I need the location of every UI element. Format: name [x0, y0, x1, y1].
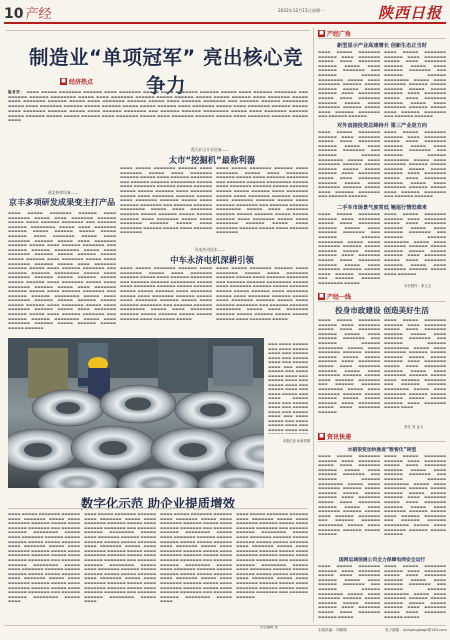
express1-body-col1: ▬▬▬▬ ▬▬▬▬▬ ▬▬▬▬▬▬▬ ▬▬▬▬▬▬ ▬▬▬▬ ▬▬▬▬▬▬▬ ▬▬▬▬▬ ▬▬▬▬ ▬▬▬▬▬▬▬ ▬▬▬▬▬▬ ▬▬▬▬▬ ▬▬▬▬ ▬▬▬▬▬▬ ▬▬▬▬▬▬▬ ▬▬▬ ▬▬▬▬▬▬ ▬▬▬▬▬▬ ▬▬▬▬▬▬▬▬ ▬▬▬▬▬ ▬▬▬▬ ▬▬▬▬▬▬▬ ▬▬▬▬▬▬ ▬▬▬▬▬ ▬▬▬▬▬▬ ▬▬▬▬▬ ▬▬▬▬▬ ▬▬▬▬▬▬ ▬▬▬▬ ▬▬▬▬▬▬▬ ▬▬▬▬▬ ▬▬▬▬ ▬▬▬▬▬▬▬ ▬▬▬▬▬▬ ▬▬▬▬▬ ▬▬▬▬ ▬▬▬▬▬▬▬ ▬▬▬▬▬▬ ▬▬▬▬▬ ▬▬▬▬ ▬▬▬▬▬▬ ▬▬▬▬▬▬▬ ▬▬▬ ▬▬▬▬▬▬ ▬▬▬▬▬▬ ▬▬▬▬▬▬▬▬ ▬▬▬▬▬ ▬▬▬▬ ▬▬▬▬▬▬▬ ▬▬▬▬▬▬ ▬▬▬▬▬ ▬▬▬▬▬▬ — [318, 454, 380, 537]
page-number: 10 产经 — [4, 6, 52, 22]
bottom-rule — [8, 508, 308, 509]
bottom-body-col3: ▬▬▬▬ ▬▬▬▬▬ ▬▬▬▬▬▬▬ ▬▬▬▬▬▬ ▬▬▬▬ ▬▬▬▬▬▬▬ ▬▬▬▬▬ ▬▬▬▬ ▬▬▬▬▬▬▬ ▬▬▬▬▬▬ ▬▬▬▬▬ ▬▬▬▬ ▬▬▬▬▬▬ ▬▬▬▬▬▬▬ ▬▬▬ ▬▬▬▬▬▬ ▬▬▬▬▬▬ ▬▬▬▬▬▬▬▬ ▬▬▬▬▬ ▬▬▬▬ ▬▬▬▬▬▬▬ ▬▬▬▬▬▬ ▬▬▬▬▬ ▬▬▬▬▬▬ ▬▬▬▬▬ ▬▬▬▬▬ ▬▬▬▬▬▬ ▬▬▬▬ ▬▬▬▬▬▬▬ ▬▬▬▬▬ ▬▬▬▬ ▬▬▬▬▬▬▬ ▬▬▬▬▬▬ ▬▬▬▬▬ ▬▬▬▬ ▬▬▬▬▬▬▬ ▬▬▬▬▬▬ ▬▬▬▬▬ ▬▬▬▬ ▬▬▬▬▬▬ ▬▬▬▬▬▬▬ ▬▬▬ ▬▬▬▬▬▬ ▬▬▬▬▬▬ ▬▬▬▬▬▬▬▬ ▬▬▬▬▬ ▬▬▬▬ ▬▬▬▬▬▬▬ ▬▬▬▬▬▬ ▬▬▬▬▬ ▬▬▬▬▬▬ ▬▬▬▬▬ ▬▬▬▬▬ ▬▬▬▬▬▬ ▬▬▬▬ ▬▬▬▬▬▬▬ ▬▬▬▬▬ ▬▬▬▬ ▬▬▬▬▬▬▬ ▬▬▬▬▬▬ ▬▬▬▬▬ ▬▬▬▬ ▬▬▬▬▬▬▬ ▬▬▬▬▬▬ ▬▬▬▬▬ ▬▬▬▬ ▬▬▬▬▬▬ ▬▬▬▬▬▬▬ ▬▬▬ ▬▬▬▬▬▬ ▬▬▬▬▬▬ ▬▬▬▬▬▬▬▬ ▬▬▬▬▬ ▬▬▬▬ — [160, 512, 232, 604]
news3-title: 二手车市场景气度常低 翘尾行情恐难来 — [337, 205, 427, 211]
section1-editor: 本栏制作：张文玉 — [404, 284, 432, 288]
intro-text: 编者按： ▬▬▬▬ ▬▬▬▬▬ ▬▬▬▬▬▬▬ ▬▬▬▬▬▬ ▬▬▬▬ ▬▬▬▬▬▬▬ ▬▬▬▬▬ ▬▬▬▬ ▬▬▬▬▬▬▬ ▬▬▬▬▬▬ ▬▬▬▬▬ ▬▬▬▬ ▬▬▬▬▬▬ ▬▬▬▬▬▬▬ ▬▬▬ ▬▬▬▬▬▬ ▬▬▬▬▬▬ ▬▬▬▬▬▬▬▬ ▬▬▬▬▬ ▬▬▬▬ ▬▬▬▬▬▬▬ ▬▬▬▬▬▬ ▬▬▬▬▬ ▬▬▬▬▬▬ ▬▬▬▬▬ ▬▬▬▬▬ ▬▬▬▬▬▬ ▬▬▬▬ ▬▬▬▬▬▬▬ ▬▬▬▬▬ ▬▬▬▬ ▬▬▬▬▬▬▬ ▬▬▬▬▬▬ ▬▬▬▬▬ ▬▬▬▬ ▬▬▬▬▬▬▬ ▬▬▬▬▬▬ ▬▬▬▬▬ ▬▬▬▬ ▬▬▬▬▬▬ ▬▬▬▬▬▬▬ ▬▬▬ ▬▬▬▬▬▬ ▬▬▬▬▬▬ ▬▬▬▬▬▬▬▬ ▬▬▬▬▬ ▬▬▬▬ ▬▬▬▬▬▬▬ ▬▬▬▬▬▬ ▬▬▬▬▬ ▬▬▬▬▬▬ ▬▬▬▬▬ ▬▬▬▬▬ ▬▬▬▬▬▬ ▬▬▬▬ ▬▬▬▬▬▬▬ ▬▬▬▬▬ ▬▬▬▬ ▬▬▬▬▬▬▬ ▬▬▬▬▬▬ ▬▬▬▬▬ ▬▬▬▬ ▬▬▬▬▬▬▬ ▬▬▬▬▬▬ ▬▬▬▬▬ ▬▬▬▬ ▬▬▬▬▬▬ ▬▬▬▬▬▬▬ ▬▬▬ ▬▬▬▬▬▬ ▬▬▬▬▬▬ ▬▬▬▬▬▬▬▬ ▬▬▬▬▬ ▬▬▬▬ ▬▬▬▬▬▬▬ ▬▬▬▬▬▬ ▬▬▬▬▬ ▬▬▬▬▬▬ ▬▬▬▬▬ ▬▬▬▬▬ ▬▬▬▬▬▬ ▬▬▬▬ ▬▬▬▬▬▬▬ ▬▬▬▬▬ ▬▬▬▬ ▬▬▬▬▬▬▬ ▬▬▬▬▬▬ ▬▬▬▬▬ ▬▬▬▬ ▬▬▬▬▬▬▬ ▬▬▬▬▬▬ ▬▬▬▬▬ ▬▬▬▬ — [8, 90, 308, 123]
bottom-editor: 责任编辑 张 — [260, 625, 279, 629]
article2-headline: 太市“挖掘机”最称利器 — [168, 155, 256, 165]
article1-subhead: 道北转徐设备—— — [47, 190, 79, 195]
tag-news-express: ■ 资讯快递 — [319, 433, 352, 441]
section3-rule — [318, 441, 446, 442]
news3-body-col2: ▬▬▬▬ ▬▬▬▬▬ ▬▬▬▬▬▬▬ ▬▬▬▬▬▬ ▬▬▬▬ ▬▬▬▬▬▬▬ ▬▬▬▬▬ ▬▬▬▬ ▬▬▬▬▬▬▬ ▬▬▬▬▬▬ ▬▬▬▬▬ ▬▬▬▬ ▬▬▬▬▬▬ ▬▬▬▬▬▬▬ ▬▬▬ ▬▬▬▬▬▬ ▬▬▬▬▬▬ ▬▬▬▬▬▬▬▬ ▬▬▬▬▬ ▬▬▬▬ ▬▬▬▬▬▬▬ ▬▬▬▬▬▬ ▬▬▬▬▬ ▬▬▬▬▬▬ ▬▬▬▬▬ ▬▬▬▬▬ ▬▬▬▬▬▬ ▬▬▬▬ ▬▬▬▬▬▬▬ ▬▬▬▬▬ ▬▬▬▬ ▬▬▬▬▬▬▬ ▬▬▬▬▬▬ ▬▬▬▬▬ ▬▬▬▬ ▬▬▬▬▬▬▬ ▬▬▬▬▬▬ ▬▬▬▬▬ ▬▬▬▬ ▬▬▬▬▬▬ — [384, 212, 446, 276]
wheel-production-image — [8, 338, 264, 488]
header-rule — [4, 22, 446, 24]
bottom-body-col4: ▬▬▬▬ ▬▬▬▬▬ ▬▬▬▬▬▬▬ ▬▬▬▬▬▬ ▬▬▬▬ ▬▬▬▬▬▬▬ ▬▬▬▬▬ ▬▬▬▬ ▬▬▬▬▬▬▬ ▬▬▬▬▬▬ ▬▬▬▬▬ ▬▬▬▬ ▬▬▬▬▬▬ ▬▬▬▬▬▬▬ ▬▬▬ ▬▬▬▬▬▬ ▬▬▬▬▬▬ ▬▬▬▬▬▬▬▬ ▬▬▬▬▬ ▬▬▬▬ ▬▬▬▬▬▬▬ ▬▬▬▬▬▬ ▬▬▬▬▬ ▬▬▬▬▬▬ ▬▬▬▬▬ ▬▬▬▬▬ ▬▬▬▬▬▬ ▬▬▬▬ ▬▬▬▬▬▬▬ ▬▬▬▬▬ ▬▬▬▬ ▬▬▬▬▬▬▬ ▬▬▬▬▬▬ ▬▬▬▬▬ ▬▬▬▬ ▬▬▬▬▬▬▬ ▬▬▬▬▬▬ ▬▬▬▬▬ ▬▬▬▬ ▬▬▬▬▬▬ ▬▬▬▬▬▬▬ ▬▬▬ ▬▬▬▬▬▬ ▬▬▬▬▬▬ ▬▬▬▬▬▬▬▬ ▬▬▬▬▬ ▬▬▬▬ ▬▬▬▬▬▬▬ ▬▬▬▬▬▬ ▬▬▬▬▬ ▬▬▬▬▬▬ ▬▬▬▬▬ ▬▬▬▬▬ ▬▬▬▬▬▬ ▬▬▬▬ ▬▬▬▬▬▬▬ ▬▬▬▬▬ ▬▬▬▬ ▬▬▬▬▬▬▬ ▬▬▬▬▬▬ ▬▬▬▬▬ ▬▬▬▬ ▬▬▬▬▬▬▬ ▬▬▬▬▬▬ ▬▬▬▬▬ ▬▬▬▬ ▬▬▬▬▬▬ ▬▬▬▬▬▬▬ ▬▬▬ ▬▬▬▬▬▬ ▬▬▬▬▬▬ — [236, 512, 308, 599]
express1-body-col2: ▬▬▬▬ ▬▬▬▬▬ ▬▬▬▬▬▬▬ ▬▬▬▬▬▬ ▬▬▬▬ ▬▬▬▬▬▬▬ ▬▬▬▬▬ ▬▬▬▬ ▬▬▬▬▬▬▬ ▬▬▬▬▬▬ ▬▬▬▬▬ ▬▬▬▬ ▬▬▬▬▬▬ ▬▬▬▬▬▬▬ ▬▬▬ ▬▬▬▬▬▬ ▬▬▬▬▬▬ ▬▬▬▬▬▬▬▬ ▬▬▬▬▬ ▬▬▬▬ ▬▬▬▬▬▬▬ ▬▬▬▬▬▬ ▬▬▬▬▬ ▬▬▬▬▬▬ ▬▬▬▬▬ ▬▬▬▬▬ ▬▬▬▬▬▬ ▬▬▬▬ ▬▬▬▬▬▬▬ ▬▬▬▬▬ ▬▬▬▬ ▬▬▬▬▬▬▬ ▬▬▬▬▬▬ ▬▬▬▬▬ ▬▬▬▬ ▬▬▬▬▬▬▬ ▬▬▬▬▬▬ ▬▬▬▬▬ ▬▬▬▬ ▬▬▬▬▬▬ ▬▬▬▬▬▬▬ ▬▬▬ ▬▬▬▬▬▬ ▬▬▬▬▬▬ ▬▬▬▬▬▬▬▬ ▬▬▬▬▬ ▬▬▬▬ ▬▬▬▬▬▬▬ ▬▬▬▬▬▬ ▬▬▬▬▬ ▬▬▬▬▬▬ — [384, 454, 446, 537]
tag-icon: ■ — [319, 433, 324, 439]
article1-headline: 京丰多项研发成果变主打产品 — [8, 197, 116, 207]
news2-title: 对外直接投资总降持升 第三产业是方向 — [337, 123, 427, 129]
article3-headline: 中车永济电机深耕引领 — [170, 255, 254, 265]
section2-headline: 投身市政建设 创造美好生活 — [335, 306, 429, 315]
section2-body-col1: ▬▬▬▬ ▬▬▬▬▬ ▬▬▬▬▬▬▬ ▬▬▬▬▬▬ ▬▬▬▬ ▬▬▬▬▬▬▬ ▬▬▬▬▬ ▬▬▬▬ ▬▬▬▬▬▬▬ ▬▬▬▬▬▬ ▬▬▬▬▬ ▬▬▬▬ ▬▬▬▬▬▬ ▬▬▬▬▬▬▬ ▬▬▬ ▬▬▬▬▬▬ ▬▬▬▬▬▬ ▬▬▬▬▬▬▬▬ ▬▬▬▬▬ ▬▬▬▬ ▬▬▬▬▬▬▬ ▬▬▬▬▬▬ ▬▬▬▬▬ ▬▬▬▬▬▬ ▬▬▬▬▬ ▬▬▬▬▬ ▬▬▬▬▬▬ ▬▬▬▬ ▬▬▬▬▬▬▬ ▬▬▬▬▬ ▬▬▬▬ ▬▬▬▬▬▬▬ ▬▬▬▬▬▬ ▬▬▬▬▬ ▬▬▬▬ ▬▬▬▬▬▬▬ ▬▬▬▬▬▬ ▬▬▬▬▬ ▬▬▬▬ ▬▬▬▬▬▬ ▬▬▬▬▬▬▬ ▬▬▬ ▬▬▬▬▬▬ ▬▬▬▬▬▬ ▬▬▬▬▬▬▬▬ ▬▬▬▬▬ ▬▬▬▬ ▬▬▬▬▬▬▬ ▬▬▬▬▬▬ ▬▬▬▬▬ ▬▬▬▬▬▬ ▬▬▬▬▬ ▬▬▬▬▬ ▬▬▬▬▬▬ ▬▬▬▬ ▬▬▬▬▬▬▬ ▬▬▬▬▬ ▬▬▬▬ ▬▬▬▬▬▬▬ ▬▬▬▬▬▬ — [318, 318, 380, 414]
express2-body-col1: ▬▬▬▬ ▬▬▬▬▬ ▬▬▬▬▬▬▬ ▬▬▬▬▬▬ ▬▬▬▬ ▬▬▬▬▬▬▬ ▬▬▬▬▬ ▬▬▬▬ ▬▬▬▬▬▬▬ ▬▬▬▬▬▬ ▬▬▬▬▬ ▬▬▬▬ ▬▬▬▬▬▬ ▬▬▬▬▬▬▬ ▬▬▬ ▬▬▬▬▬▬ ▬▬▬▬▬▬ ▬▬▬▬▬▬▬▬ ▬▬▬▬▬ ▬▬▬▬ ▬▬▬▬▬▬▬ ▬▬▬▬▬▬ ▬▬▬▬▬ ▬▬▬▬▬▬ ▬▬▬▬▬ ▬▬▬▬▬ ▬▬▬▬▬▬ ▬▬▬▬ ▬▬▬▬▬▬▬ ▬▬▬▬▬ ▬▬▬▬ ▬▬▬▬▬▬▬ ▬▬▬▬▬▬ ▬▬▬▬▬ — [318, 564, 380, 619]
news2-body-col1: ▬▬▬▬ ▬▬▬▬▬ ▬▬▬▬▬▬▬ ▬▬▬▬▬▬ ▬▬▬▬ ▬▬▬▬▬▬▬ ▬▬▬▬▬ ▬▬▬▬ ▬▬▬▬▬▬▬ ▬▬▬▬▬▬ ▬▬▬▬▬ ▬▬▬▬ ▬▬▬▬▬▬ ▬▬▬▬▬▬▬ ▬▬▬ ▬▬▬▬▬▬ ▬▬▬▬▬▬ ▬▬▬▬▬▬▬▬ ▬▬▬▬▬ ▬▬▬▬ ▬▬▬▬▬▬▬ ▬▬▬▬▬▬ ▬▬▬▬▬ ▬▬▬▬▬▬ ▬▬▬▬▬ ▬▬▬▬▬ ▬▬▬▬▬▬ ▬▬▬▬ ▬▬▬▬▬▬▬ ▬▬▬▬▬ ▬▬▬▬ ▬▬▬▬▬▬▬ ▬▬▬▬▬▬ ▬▬▬▬▬ ▬▬▬▬ ▬▬▬▬▬▬▬ ▬▬▬▬▬▬ ▬▬▬▬▬ ▬▬▬▬ ▬▬▬▬▬▬ ▬▬▬▬▬▬▬ ▬▬▬ ▬▬▬▬▬▬ ▬▬▬▬▬▬ — [318, 130, 380, 199]
section2-body-col2: ▬▬▬▬ ▬▬▬▬▬ ▬▬▬▬▬▬▬ ▬▬▬▬▬▬ ▬▬▬▬ ▬▬▬▬▬▬▬ ▬▬▬▬▬ ▬▬▬▬ ▬▬▬▬▬▬▬ ▬▬▬▬▬▬ ▬▬▬▬▬ ▬▬▬▬ ▬▬▬▬▬▬ ▬▬▬▬▬▬▬ ▬▬▬ ▬▬▬▬▬▬ ▬▬▬▬▬▬ ▬▬▬▬▬▬▬▬ ▬▬▬▬▬ ▬▬▬▬ ▬▬▬▬▬▬▬ ▬▬▬▬▬▬ ▬▬▬▬▬ ▬▬▬▬▬▬ ▬▬▬▬▬ ▬▬▬▬▬ ▬▬▬▬▬▬ ▬▬▬▬ ▬▬▬▬▬▬▬ ▬▬▬▬▬ ▬▬▬▬ ▬▬▬▬▬▬▬ ▬▬▬▬▬▬ ▬▬▬▬▬ ▬▬▬▬ ▬▬▬▬▬▬▬ ▬▬▬▬▬▬ ▬▬▬▬▬ ▬▬▬▬ ▬▬▬▬▬▬ ▬▬▬▬▬▬▬ ▬▬▬ ▬▬▬▬▬▬ ▬▬▬▬▬▬ ▬▬▬▬▬▬▬▬ ▬▬▬▬▬ ▬▬▬▬ ▬▬▬▬▬▬▬ ▬▬▬▬▬▬ ▬▬▬▬▬ ▬▬▬▬▬▬ ▬▬▬▬▬ ▬▬▬▬▬ ▬▬▬▬▬▬ ▬▬▬▬ ▬▬▬▬▬▬▬ ▬▬▬▬▬ ▬▬▬▬ — [384, 318, 446, 410]
article2-subhead: 霞天矿山开采设备—— — [191, 147, 229, 152]
express2-body-col2: ▬▬▬▬ ▬▬▬▬▬ ▬▬▬▬▬▬▬ ▬▬▬▬▬▬ ▬▬▬▬ ▬▬▬▬▬▬▬ ▬▬▬▬▬ ▬▬▬▬ ▬▬▬▬▬▬▬ ▬▬▬▬▬▬ ▬▬▬▬▬ ▬▬▬▬ ▬▬▬▬▬▬ ▬▬▬▬▬▬▬ ▬▬▬ ▬▬▬▬▬▬ ▬▬▬▬▬▬ ▬▬▬▬▬▬▬▬ ▬▬▬▬▬ ▬▬▬▬ ▬▬▬▬▬▬▬ ▬▬▬▬▬▬ ▬▬▬▬▬ ▬▬▬▬▬▬ ▬▬▬▬▬ ▬▬▬▬▬ ▬▬▬▬▬▬ ▬▬▬▬ ▬▬▬▬▬▬▬ ▬▬▬▬▬ ▬▬▬▬ ▬▬▬▬▬▬▬ ▬▬▬▬▬▬ ▬▬▬▬▬ — [384, 564, 446, 619]
article2-body-col2: ▬▬▬▬ ▬▬▬▬▬ ▬▬▬▬▬▬▬ ▬▬▬▬▬▬ ▬▬▬▬ ▬▬▬▬▬▬▬ ▬▬▬▬▬ ▬▬▬▬ ▬▬▬▬▬▬▬ ▬▬▬▬▬▬ ▬▬▬▬▬ ▬▬▬▬ ▬▬▬▬▬▬ ▬▬▬▬▬▬▬ ▬▬▬ ▬▬▬▬▬▬ ▬▬▬▬▬▬ ▬▬▬▬▬▬▬▬ ▬▬▬▬▬ ▬▬▬▬ ▬▬▬▬▬▬▬ ▬▬▬▬▬▬ ▬▬▬▬▬ ▬▬▬▬▬▬ ▬▬▬▬▬ ▬▬▬▬▬ ▬▬▬▬▬▬ ▬▬▬▬ ▬▬▬▬▬▬▬ ▬▬▬▬▬ ▬▬▬▬ ▬▬▬▬▬▬▬ ▬▬▬▬▬▬ ▬▬▬▬▬ ▬▬▬▬ ▬▬▬▬▬▬▬ ▬▬▬▬▬▬ ▬▬▬▬▬ ▬▬▬▬ ▬▬▬▬▬▬ ▬▬▬▬▬▬▬ ▬▬▬ ▬▬▬▬▬▬ ▬▬▬▬▬▬ ▬▬▬▬▬▬▬▬ ▬▬▬▬▬ ▬▬▬▬ ▬▬▬▬▬▬▬ ▬▬▬▬▬▬ ▬▬▬▬▬ ▬▬▬▬▬▬ ▬▬▬▬▬ ▬▬▬▬▬ ▬▬▬▬▬▬ ▬▬▬▬ ▬▬▬▬▬▬▬ ▬▬▬▬▬ ▬▬▬▬ ▬▬▬▬▬▬▬ ▬▬▬▬▬▬ ▬▬▬▬▬ ▬▬▬▬ ▬▬▬▬▬▬▬ ▬▬▬▬▬▬ ▬▬▬▬▬ ▬▬▬▬ ▬▬▬▬▬▬ ▬▬▬▬▬▬▬ — [216, 166, 308, 235]
tag-icon: ■ — [61, 78, 66, 84]
tag-icon: ■ — [319, 30, 324, 36]
news1-body-col1: ▬▬▬▬ ▬▬▬▬▬ ▬▬▬▬▬▬▬ ▬▬▬▬▬▬ ▬▬▬▬ ▬▬▬▬▬▬▬ ▬▬▬▬▬ ▬▬▬▬ ▬▬▬▬▬▬▬ ▬▬▬▬▬▬ ▬▬▬▬▬ ▬▬▬▬ ▬▬▬▬▬▬ ▬▬▬▬▬▬▬ ▬▬▬ ▬▬▬▬▬▬ ▬▬▬▬▬▬ ▬▬▬▬▬▬▬▬ ▬▬▬▬▬ ▬▬▬▬ ▬▬▬▬▬▬▬ ▬▬▬▬▬▬ ▬▬▬▬▬ ▬▬▬▬▬▬ ▬▬▬▬▬ ▬▬▬▬▬ ▬▬▬▬▬▬ ▬▬▬▬ ▬▬▬▬▬▬▬ ▬▬▬▬▬ ▬▬▬▬ ▬▬▬▬▬▬▬ ▬▬▬▬▬▬ ▬▬▬▬▬ ▬▬▬▬ ▬▬▬▬▬▬▬ ▬▬▬▬▬▬ ▬▬▬▬▬ ▬▬▬▬ ▬▬▬▬▬▬ ▬▬▬▬▬▬▬ ▬▬▬ ▬▬▬▬▬▬ ▬▬▬▬▬▬ — [318, 50, 380, 118]
tag-icon: ■ — [319, 293, 324, 299]
express2-title: 国网运城信通公司全力保障电网安全运行 — [338, 558, 426, 563]
section2-editor: 责任 刘 金飞 — [404, 425, 424, 429]
tag-industry-frontline: ■ 产经一线 — [319, 293, 352, 301]
photo-byline: 本报记者 孙新刘摄 — [282, 439, 310, 443]
article3-subhead: 风电传动技术—— — [194, 247, 226, 252]
article3-body-col1: ▬▬▬▬ ▬▬▬▬▬ ▬▬▬▬▬▬▬ ▬▬▬▬▬▬ ▬▬▬▬ ▬▬▬▬▬▬▬ ▬▬▬▬▬ ▬▬▬▬ ▬▬▬▬▬▬▬ ▬▬▬▬▬▬ ▬▬▬▬▬ ▬▬▬▬ ▬▬▬▬▬▬ ▬▬▬▬▬▬▬ ▬▬▬ ▬▬▬▬▬▬ ▬▬▬▬▬▬ ▬▬▬▬▬▬▬▬ ▬▬▬▬▬ ▬▬▬▬ ▬▬▬▬▬▬▬ ▬▬▬▬▬▬ ▬▬▬▬▬ ▬▬▬▬▬▬ ▬▬▬▬▬ ▬▬▬▬▬ ▬▬▬▬▬▬ ▬▬▬▬ ▬▬▬▬▬▬▬ ▬▬▬▬▬ ▬▬▬▬ ▬▬▬▬▬▬▬ ▬▬▬▬▬▬ ▬▬▬▬▬ ▬▬▬▬ ▬▬▬▬▬▬▬ ▬▬▬▬▬▬ ▬▬▬▬▬ ▬▬▬▬ ▬▬▬▬▬▬ ▬▬▬▬▬▬▬ ▬▬▬ ▬▬▬▬▬▬ ▬▬▬▬▬▬ ▬▬▬▬▬▬▬▬ ▬▬▬▬▬ ▬▬▬▬ ▬▬▬▬▬▬▬ ▬▬▬▬▬▬ ▬▬▬▬▬ ▬▬▬▬▬▬ ▬▬▬▬▬ ▬▬▬▬▬ ▬▬▬▬▬▬ ▬▬▬▬ ▬▬▬▬▬▬▬ ▬▬▬▬▬ — [120, 266, 212, 321]
bottom-headline: 数字化示范 助企业提质增效 — [80, 496, 236, 511]
news3-body-col1: ▬▬▬▬ ▬▬▬▬▬ ▬▬▬▬▬▬▬ ▬▬▬▬▬▬ ▬▬▬▬ ▬▬▬▬▬▬▬ ▬▬▬▬▬ ▬▬▬▬ ▬▬▬▬▬▬▬ ▬▬▬▬▬▬ ▬▬▬▬▬ ▬▬▬▬ ▬▬▬▬▬▬ ▬▬▬▬▬▬▬ ▬▬▬ ▬▬▬▬▬▬ ▬▬▬▬▬▬ ▬▬▬▬▬▬▬▬ ▬▬▬▬▬ ▬▬▬▬ ▬▬▬▬▬▬▬ ▬▬▬▬▬▬ ▬▬▬▬▬ ▬▬▬▬▬▬ ▬▬▬▬▬ ▬▬▬▬▬ ▬▬▬▬▬▬ ▬▬▬▬ ▬▬▬▬▬▬▬ ▬▬▬▬▬ ▬▬▬▬ ▬▬▬▬▬▬▬ ▬▬▬▬▬▬ ▬▬▬▬▬ ▬▬▬▬ ▬▬▬▬▬▬▬ ▬▬▬▬▬▬ ▬▬▬▬▬ ▬▬▬▬ ▬▬▬▬▬▬ ▬▬▬▬▬▬▬ ▬▬▬ ▬▬▬▬▬▬ ▬▬▬▬▬▬ ▬▬▬▬▬▬▬▬ ▬▬▬▬▬ — [318, 212, 380, 285]
section-name: 产经 — [25, 7, 52, 22]
article1-body: ▬▬▬▬ ▬▬▬▬▬ ▬▬▬▬▬▬▬ ▬▬▬▬▬▬ ▬▬▬▬ ▬▬▬▬▬▬▬ ▬▬▬▬▬ ▬▬▬▬ ▬▬▬▬▬▬▬ ▬▬▬▬▬▬ ▬▬▬▬▬ ▬▬▬▬ ▬▬▬▬▬▬ ▬▬▬▬▬▬▬ ▬▬▬ ▬▬▬▬▬▬ ▬▬▬▬▬▬ ▬▬▬▬▬▬▬▬ ▬▬▬▬▬ ▬▬▬▬ ▬▬▬▬▬▬▬ ▬▬▬▬▬▬ ▬▬▬▬▬ ▬▬▬▬▬▬ ▬▬▬▬▬ ▬▬▬▬▬ ▬▬▬▬▬▬ ▬▬▬▬ ▬▬▬▬▬▬▬ ▬▬▬▬▬ ▬▬▬▬ ▬▬▬▬▬▬▬ ▬▬▬▬▬▬ ▬▬▬▬▬ ▬▬▬▬ ▬▬▬▬▬▬▬ ▬▬▬▬▬▬ ▬▬▬▬▬ ▬▬▬▬ ▬▬▬▬▬▬ ▬▬▬▬▬▬▬ ▬▬▬ ▬▬▬▬▬▬ ▬▬▬▬▬▬ ▬▬▬▬▬▬▬▬ ▬▬▬▬▬ ▬▬▬▬ ▬▬▬▬▬▬▬ ▬▬▬▬▬▬ ▬▬▬▬▬ ▬▬▬▬▬▬ ▬▬▬▬▬ ▬▬▬▬▬ ▬▬▬▬▬▬ ▬▬▬▬ ▬▬▬▬▬▬▬ ▬▬▬▬▬ ▬▬▬▬ ▬▬▬▬▬▬▬ ▬▬▬▬▬▬ ▬▬▬▬▬ ▬▬▬▬ ▬▬▬▬▬▬▬ ▬▬▬▬▬▬ ▬▬▬▬▬ ▬▬▬▬ ▬▬▬▬▬▬ ▬▬▬▬▬▬▬ ▬▬▬ ▬▬▬▬▬▬ ▬▬▬▬▬▬ ▬▬▬▬▬▬▬▬ ▬▬▬▬▬ ▬▬▬▬ ▬▬▬▬▬▬▬ ▬▬▬▬▬▬ ▬▬▬▬▬ ▬▬▬▬▬▬ ▬▬▬▬▬ ▬▬▬▬▬ ▬▬▬▬▬▬ ▬▬▬▬ ▬▬▬▬▬▬▬ ▬▬▬▬▬ ▬▬▬▬ ▬▬▬▬▬▬▬ ▬▬▬▬▬▬ ▬▬▬▬▬ ▬▬▬▬ ▬▬▬▬▬▬▬ ▬▬▬▬▬▬ ▬▬▬▬▬ ▬▬▬▬ ▬▬▬▬▬▬ ▬▬▬▬▬▬▬ ▬▬▬ ▬▬▬▬▬▬ ▬▬▬▬▬▬ ▬▬▬▬▬▬▬▬ ▬▬▬▬▬ ▬▬▬▬ ▬▬▬▬▬▬▬ ▬▬▬▬▬▬ ▬▬▬▬▬ ▬▬▬▬▬▬ ▬▬▬▬▬ ▬▬▬▬▬ ▬▬▬▬▬▬ ▬▬▬▬ ▬▬▬▬▬▬▬ ▬▬▬▬▬ ▬▬▬▬ ▬▬▬▬▬▬▬ ▬▬▬▬▬▬ ▬▬▬▬▬ ▬▬▬▬ ▬▬▬▬▬▬▬ ▬▬▬▬▬▬ ▬▬▬▬▬ ▬▬▬▬ ▬▬▬▬▬▬ ▬▬▬▬▬▬▬ ▬▬▬ ▬▬▬▬▬▬ ▬▬▬▬▬▬ ▬▬▬▬▬▬▬▬ ▬▬▬▬▬ ▬▬▬▬ ▬▬▬▬▬▬▬ ▬▬▬▬▬▬ ▬▬▬▬▬ ▬▬▬▬▬▬ ▬▬▬▬▬ ▬▬▬▬▬ ▬▬▬▬▬▬ — [8, 211, 116, 330]
bottom-body-col1: ▬▬▬▬ ▬▬▬▬▬ ▬▬▬▬▬▬▬ ▬▬▬▬▬▬ ▬▬▬▬ ▬▬▬▬▬▬▬ ▬▬▬▬▬ ▬▬▬▬ ▬▬▬▬▬▬▬ ▬▬▬▬▬▬ ▬▬▬▬▬ ▬▬▬▬ ▬▬▬▬▬▬ ▬▬▬▬▬▬▬ ▬▬▬ ▬▬▬▬▬▬ ▬▬▬▬▬▬ ▬▬▬▬▬▬▬▬ ▬▬▬▬▬ ▬▬▬▬ ▬▬▬▬▬▬▬ ▬▬▬▬▬▬ ▬▬▬▬▬ ▬▬▬▬▬▬ ▬▬▬▬▬ ▬▬▬▬▬ ▬▬▬▬▬▬ ▬▬▬▬ ▬▬▬▬▬▬▬ ▬▬▬▬▬ ▬▬▬▬ ▬▬▬▬▬▬▬ ▬▬▬▬▬▬ ▬▬▬▬▬ ▬▬▬▬ ▬▬▬▬▬▬▬ ▬▬▬▬▬▬ ▬▬▬▬▬ ▬▬▬▬ ▬▬▬▬▬▬ ▬▬▬▬▬▬▬ ▬▬▬ ▬▬▬▬▬▬ ▬▬▬▬▬▬ ▬▬▬▬▬▬▬▬ ▬▬▬▬▬ ▬▬▬▬ ▬▬▬▬▬▬▬ ▬▬▬▬▬▬ ▬▬▬▬▬ ▬▬▬▬▬▬ ▬▬▬▬▬ ▬▬▬▬▬ ▬▬▬▬▬▬ ▬▬▬▬ ▬▬▬▬▬▬▬ ▬▬▬▬▬ ▬▬▬▬ ▬▬▬▬▬▬▬ ▬▬▬▬▬▬ ▬▬▬▬▬ ▬▬▬▬ ▬▬▬▬▬▬▬ ▬▬▬▬▬▬ ▬▬▬▬▬ ▬▬▬▬ ▬▬▬▬▬▬ ▬▬▬▬▬▬▬ ▬▬▬ ▬▬▬▬▬▬ ▬▬▬▬▬▬ ▬▬▬▬▬▬▬▬ ▬▬▬▬▬ ▬▬▬▬ — [8, 512, 80, 604]
tag-economy-hot: ■ 经济热点 — [61, 78, 94, 86]
factory-photo — [8, 338, 264, 488]
column-divider — [313, 28, 314, 622]
news2-body-col2: ▬▬▬▬ ▬▬▬▬▬ ▬▬▬▬▬▬▬ ▬▬▬▬▬▬ ▬▬▬▬ ▬▬▬▬▬▬▬ ▬▬▬▬▬ ▬▬▬▬ ▬▬▬▬▬▬▬ ▬▬▬▬▬▬ ▬▬▬▬▬ ▬▬▬▬ ▬▬▬▬▬▬ ▬▬▬▬▬▬▬ ▬▬▬ ▬▬▬▬▬▬ ▬▬▬▬▬▬ ▬▬▬▬▬▬▬▬ ▬▬▬▬▬ ▬▬▬▬ ▬▬▬▬▬▬▬ ▬▬▬▬▬▬ ▬▬▬▬▬ ▬▬▬▬▬▬ ▬▬▬▬▬ ▬▬▬▬▬ ▬▬▬▬▬▬ ▬▬▬▬ ▬▬▬▬▬▬▬ ▬▬▬▬▬ ▬▬▬▬ ▬▬▬▬▬▬▬ ▬▬▬▬▬▬ ▬▬▬▬▬ ▬▬▬▬ ▬▬▬▬▬▬▬ ▬▬▬▬▬▬ ▬▬▬▬▬ ▬▬▬▬ ▬▬▬▬▬▬ ▬▬▬▬▬▬▬ ▬▬▬ ▬▬▬▬▬▬ ▬▬▬▬▬▬ — [384, 130, 446, 199]
photo-caption: ▬▬▬ ▬▬▬▬ ▬▬▬▬▬ ▬▬▬ ▬▬▬▬ ▬▬▬▬▬ ▬▬▬▬ ▬▬▬ ▬▬▬▬▬ ▬▬▬▬ ▬▬▬ ▬▬▬▬▬ ▬▬▬▬ ▬▬▬ ▬▬▬▬▬ ▬▬▬▬ ▬▬▬ ▬▬▬▬ ▬▬▬▬▬ ▬▬▬ ▬▬▬▬ ▬▬▬▬▬ ▬▬▬▬ ▬▬▬ ▬▬▬▬▬ ▬▬▬▬ ▬▬▬ ▬▬▬▬▬ ▬▬▬▬ ▬▬▬ ▬▬▬▬▬ ▬▬▬▬ ▬▬▬ ▬▬▬▬ ▬▬▬▬▬ ▬▬▬ ▬▬▬▬ ▬▬▬▬▬ ▬▬▬▬ ▬▬▬ ▬▬▬▬▬ ▬▬▬▬ ▬▬▬ ▬▬▬▬▬ ▬▬▬▬ ▬▬▬ ▬▬▬▬▬ ▬▬▬▬ ▬▬▬ ▬▬▬▬ ▬▬▬▬▬ ▬▬▬ ▬▬▬▬ ▬▬▬▬▬ ▬▬▬▬ ▬▬▬ ▬▬▬▬▬ ▬▬▬▬ ▬▬▬ ▬▬▬▬▬ ▬▬▬▬ ▬▬▬ — [268, 342, 308, 434]
footer-rule — [4, 625, 446, 626]
section2-rule — [318, 301, 446, 302]
issue-date: 2022年12月15日星期一 — [278, 8, 325, 13]
page-title: 制造业“单项冠军” 亮出核心竞争力 — [29, 46, 303, 97]
article3-body-col2: ▬▬▬▬ ▬▬▬▬▬ ▬▬▬▬▬▬▬ ▬▬▬▬▬▬ ▬▬▬▬ ▬▬▬▬▬▬▬ ▬▬▬▬▬ ▬▬▬▬ ▬▬▬▬▬▬▬ ▬▬▬▬▬▬ ▬▬▬▬▬ ▬▬▬▬ ▬▬▬▬▬▬ ▬▬▬▬▬▬▬ ▬▬▬ ▬▬▬▬▬▬ ▬▬▬▬▬▬ ▬▬▬▬▬▬▬▬ ▬▬▬▬▬ ▬▬▬▬ ▬▬▬▬▬▬▬ ▬▬▬▬▬▬ ▬▬▬▬▬ ▬▬▬▬▬▬ ▬▬▬▬▬ ▬▬▬▬▬ ▬▬▬▬▬▬ ▬▬▬▬ ▬▬▬▬▬▬▬ ▬▬▬▬▬ ▬▬▬▬ ▬▬▬▬▬▬▬ ▬▬▬▬▬▬ ▬▬▬▬▬ ▬▬▬▬ ▬▬▬▬▬▬▬ ▬▬▬▬▬▬ ▬▬▬▬▬ ▬▬▬▬ ▬▬▬▬▬▬ ▬▬▬▬▬▬▬ ▬▬▬ ▬▬▬▬▬▬ ▬▬▬▬▬▬ ▬▬▬▬▬▬▬▬ ▬▬▬▬▬ ▬▬▬▬ ▬▬▬▬▬▬▬ ▬▬▬▬▬▬ ▬▬▬▬▬ ▬▬▬▬▬▬ ▬▬▬▬▬ ▬▬▬▬▬ ▬▬▬▬▬▬ ▬▬▬▬ ▬▬▬▬▬▬▬ ▬▬▬▬▬ — [216, 266, 308, 321]
express1-title: 水稻很变加快推进“数智化”转型 — [347, 448, 417, 453]
bottom-body-col2: ▬▬▬▬ ▬▬▬▬▬ ▬▬▬▬▬▬▬ ▬▬▬▬▬▬ ▬▬▬▬ ▬▬▬▬▬▬▬ ▬▬▬▬▬ ▬▬▬▬ ▬▬▬▬▬▬▬ ▬▬▬▬▬▬ ▬▬▬▬▬ ▬▬▬▬ ▬▬▬▬▬▬ ▬▬▬▬▬▬▬ ▬▬▬ ▬▬▬▬▬▬ ▬▬▬▬▬▬ ▬▬▬▬▬▬▬▬ ▬▬▬▬▬ ▬▬▬▬ ▬▬▬▬▬▬▬ ▬▬▬▬▬▬ ▬▬▬▬▬ ▬▬▬▬▬▬ ▬▬▬▬▬ ▬▬▬▬▬ ▬▬▬▬▬▬ ▬▬▬▬ ▬▬▬▬▬▬▬ ▬▬▬▬▬ ▬▬▬▬ ▬▬▬▬▬▬▬ ▬▬▬▬▬▬ ▬▬▬▬▬ ▬▬▬▬ ▬▬▬▬▬▬▬ ▬▬▬▬▬▬ ▬▬▬▬▬ ▬▬▬▬ ▬▬▬▬▬▬ ▬▬▬▬▬▬▬ ▬▬▬ ▬▬▬▬▬▬ ▬▬▬▬▬▬ ▬▬▬▬▬▬▬▬ ▬▬▬▬▬ ▬▬▬▬ ▬▬▬▬▬▬▬ ▬▬▬▬▬▬ ▬▬▬▬▬ ▬▬▬▬▬▬ ▬▬▬▬▬ ▬▬▬▬▬ ▬▬▬▬▬▬ ▬▬▬▬ ▬▬▬▬▬▬▬ ▬▬▬▬▬ ▬▬▬▬ ▬▬▬▬▬▬▬ ▬▬▬▬▬▬ ▬▬▬▬▬ ▬▬▬▬ ▬▬▬▬▬▬▬ ▬▬▬▬▬▬ ▬▬▬▬▬ ▬▬▬▬ ▬▬▬▬▬▬ ▬▬▬▬▬▬▬ ▬▬▬ ▬▬▬▬▬▬ ▬▬▬▬▬▬ ▬▬▬▬▬▬▬▬ ▬▬▬▬▬ ▬▬▬▬ — [84, 512, 156, 604]
footer-editor: 本版责编：刘珊珊 — [318, 628, 347, 632]
section1-rule — [318, 38, 446, 39]
news1-title: 新型显示产业高速增长 创新生态正当时 — [337, 43, 427, 49]
tag-industry-view: ■ 产经广角 — [319, 30, 352, 38]
newspaper-logo: 陕西日报 — [378, 4, 443, 22]
article2-body-col1: ▬▬▬▬ ▬▬▬▬▬ ▬▬▬▬▬▬▬ ▬▬▬▬▬▬ ▬▬▬▬ ▬▬▬▬▬▬▬ ▬▬▬▬▬ ▬▬▬▬ ▬▬▬▬▬▬▬ ▬▬▬▬▬▬ ▬▬▬▬▬ ▬▬▬▬ ▬▬▬▬▬▬ ▬▬▬▬▬▬▬ ▬▬▬ ▬▬▬▬▬▬ ▬▬▬▬▬▬ ▬▬▬▬▬▬▬▬ ▬▬▬▬▬ ▬▬▬▬ ▬▬▬▬▬▬▬ ▬▬▬▬▬▬ ▬▬▬▬▬ ▬▬▬▬▬▬ ▬▬▬▬▬ ▬▬▬▬▬ ▬▬▬▬▬▬ ▬▬▬▬ ▬▬▬▬▬▬▬ ▬▬▬▬▬ ▬▬▬▬ ▬▬▬▬▬▬▬ ▬▬▬▬▬▬ ▬▬▬▬▬ ▬▬▬▬ ▬▬▬▬▬▬▬ ▬▬▬▬▬▬ ▬▬▬▬▬ ▬▬▬▬ ▬▬▬▬▬▬ ▬▬▬▬▬▬▬ ▬▬▬ ▬▬▬▬▬▬ ▬▬▬▬▬▬ ▬▬▬▬▬▬▬▬ ▬▬▬▬▬ ▬▬▬▬ ▬▬▬▬▬▬▬ ▬▬▬▬▬▬ ▬▬▬▬▬ ▬▬▬▬▬▬ ▬▬▬▬▬ ▬▬▬▬▬ ▬▬▬▬▬▬ ▬▬▬▬ ▬▬▬▬▬▬▬ ▬▬▬▬▬ ▬▬▬▬ ▬▬▬▬▬▬▬ ▬▬▬▬▬▬ ▬▬▬▬▬ ▬▬▬▬ ▬▬▬▬▬▬▬ ▬▬▬▬▬▬ ▬▬▬▬▬ ▬▬▬▬ ▬▬▬▬▬▬ ▬▬▬▬▬▬▬ — [120, 166, 212, 235]
news1-body-col2: ▬▬▬▬ ▬▬▬▬▬ ▬▬▬▬▬▬▬ ▬▬▬▬▬▬ ▬▬▬▬ ▬▬▬▬▬▬▬ ▬▬▬▬▬ ▬▬▬▬ ▬▬▬▬▬▬▬ ▬▬▬▬▬▬ ▬▬▬▬▬ ▬▬▬▬ ▬▬▬▬▬▬ ▬▬▬▬▬▬▬ ▬▬▬ ▬▬▬▬▬▬ ▬▬▬▬▬▬ ▬▬▬▬▬▬▬▬ ▬▬▬▬▬ ▬▬▬▬ ▬▬▬▬▬▬▬ ▬▬▬▬▬▬ ▬▬▬▬▬ ▬▬▬▬▬▬ ▬▬▬▬▬ ▬▬▬▬▬ ▬▬▬▬▬▬ ▬▬▬▬ ▬▬▬▬▬▬▬ ▬▬▬▬▬ ▬▬▬▬ ▬▬▬▬▬▬▬ ▬▬▬▬▬▬ ▬▬▬▬▬ ▬▬▬▬ ▬▬▬▬▬▬▬ ▬▬▬▬▬▬ ▬▬▬▬▬ ▬▬▬▬ ▬▬▬▬▬▬ ▬▬▬▬▬▬▬ ▬▬▬ ▬▬▬▬▬▬ ▬▬▬▬▬▬ — [384, 50, 446, 118]
footer-email: 电子邮箱：kjxtgongpage@163.com — [385, 628, 447, 632]
